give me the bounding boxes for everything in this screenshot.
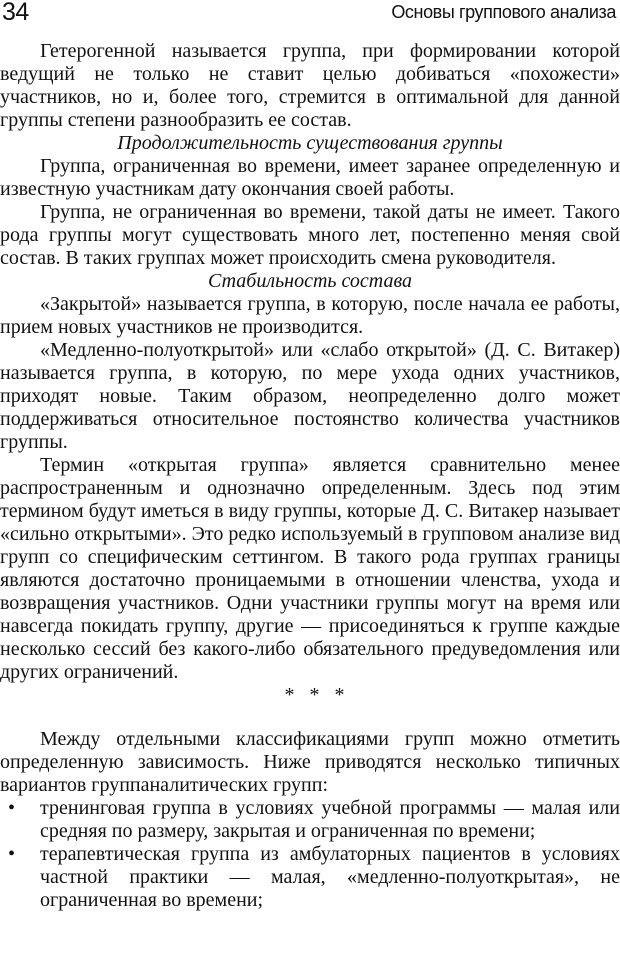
section-separator: * * * [284,684,350,706]
paragraph-slow-open-group: «Медленно-полуоткрытой» или «слабо открытой» (Д. С. Витакер) называется группа, в которую, по мере ухода одних участников, приходят новые. Таким образом, неопределенно долго может поддерживаться относительное постоянство количества участников группы. [0,339,620,453]
paragraph-heterogeneous-group: Гетерогенной называется группа, при формировании которой ведущий не только не ставит целью добиваться «похожести» участников, но и, более того, стремится в оптимальной для данной группы степени разнообразить ее состав. [0,40,620,131]
running-title: Основы группового анализа [391,2,616,22]
page-number: 34 [2,0,29,26]
list-item [0,797,620,843]
group-variants-list [0,797,620,912]
paragraph-unlimited-group: Группа, не ограниченная во времени, такой даты не имеет. Такого рода группы могут существовать много лет, постепенно меняя свой состав. В таких группах может происходить смена руководителя. [0,201,620,269]
page-body [0,40,620,912]
paragraph-classification-dependence: Между отдельными классификациями групп можно отметить определенную зависимость. Ниже приводятся несколько типичных вариантов группаналитических групп: [0,728,620,796]
list-item-text: тренинговая группа в условиях учебной программы — малая или средняя по размеру, закрытая и ограниченная по времени; [40,797,620,842]
section-heading-duration: Продолжительность существования группы [117,132,503,154]
list-item [0,843,620,912]
paragraph-limited-group: Группа, ограниченная во времени, имеет заранее определенную и известную участникам дату окончания своей работы. [0,155,620,200]
page-header [0,0,620,30]
list-item-text: терапевтическая группа из амбулаторных пациентов в условиях частной практики — малая, «медленно-полуоткрытая», не ограниченная во времени; [40,843,620,911]
bullet-marker: • [8,797,16,819]
section-heading-stability: Стабильность состава [207,270,413,292]
paragraph-closed-group: «Закрытой» называется группа, в которую, после начала ее работы, прием новых участников не производится. [0,293,620,338]
bullet-marker: • [8,843,16,865]
paragraph-open-group: Термин «открытая группа» является сравнительно менее распространенным и однозначно определенным. Здесь под этим термином будут иметься в виду группы, которые Д. С. Витакер называет «сильно открытыми». Это редко используемый в групповом анализе вид групп со специфическим сеттингом. В такого рода группах границы являются достаточно проницаемыми в отношении членства, ухода и возвращения участников. Одни участники группы могут на время или навсегда покидать группу, другие — присоединяться к группе каждые несколько сессий без какого-либо обязательного предуведомления или других ограничений. [0,454,620,683]
